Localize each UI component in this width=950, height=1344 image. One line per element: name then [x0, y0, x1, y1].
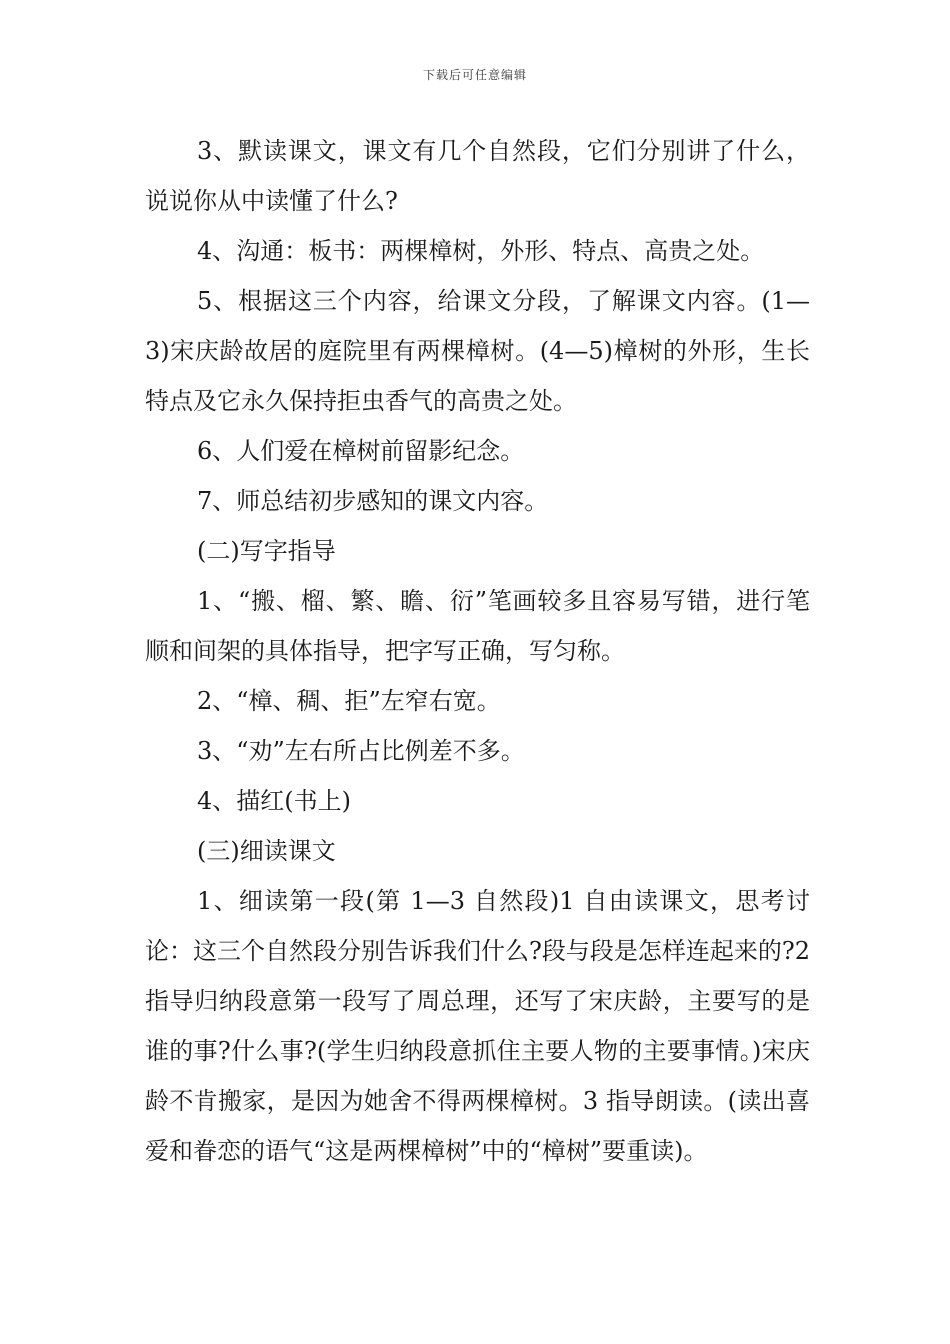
page-header: 下载后可任意编辑	[422, 68, 527, 82]
paragraph-writing-4: 4、描红(书上)	[197, 787, 351, 815]
paragraph-communicate: 4、沟通：板书：两棵樟树，外形、特点、高贵之处。	[197, 237, 765, 265]
paragraph-teacher-summary: 7、师总结初步感知的课文内容。	[197, 487, 549, 515]
paragraph-segmentation: 5、根据这三个内容，给课文分段，了解课文内容。(1—3)宋庆龄故居的庭院里有两棵樟树。(4—5)樟树的外形，生长特点及它永久保持拒虫香气的高贵之处。	[145, 287, 810, 415]
document-body	[145, 126, 810, 1176]
section-heading-close-reading: (三)细读课文	[197, 837, 336, 865]
paragraph-close-reading-1: 1、细读第一段(第 1—3 自然段)1 自由读课文，思考讨论：这三个自然段分别告诉我们什么?段与段是怎样连起来的?2 指导归纳段意第一段写了周总理，还写了宋庆龄，主要写的是谁的事?什么事?(学生归纳段意抓住主要人物的主要事情。)宋庆龄不肯搬家，是因为她舍不得两棵樟树。3 指导朗读。(读出喜爱和眷恋的语气“这是两棵樟树”中的“樟树”要重读)。	[145, 887, 811, 1165]
paragraph-photo-memorial: 6、人们爱在樟树前留影纪念。	[197, 437, 525, 465]
paragraph-writing-1: 1、“搬、榴、繁、瞻、衍”笔画较多且容易写错，进行笔顺和间架的具体指导，把字写正确，写匀称。	[145, 587, 810, 665]
paragraph-silent-reading: 3、默读课文，课文有几个自然段，它们分别讲了什么，说说你从中读懂了什么?	[145, 137, 810, 215]
paragraph-writing-2: 2、“樟、稠、拒”左窄右宽。	[197, 687, 501, 715]
section-heading-writing: (二)写字指导	[197, 537, 336, 565]
paragraph-writing-3: 3、“劝”左右所占比例差不多。	[197, 737, 525, 765]
